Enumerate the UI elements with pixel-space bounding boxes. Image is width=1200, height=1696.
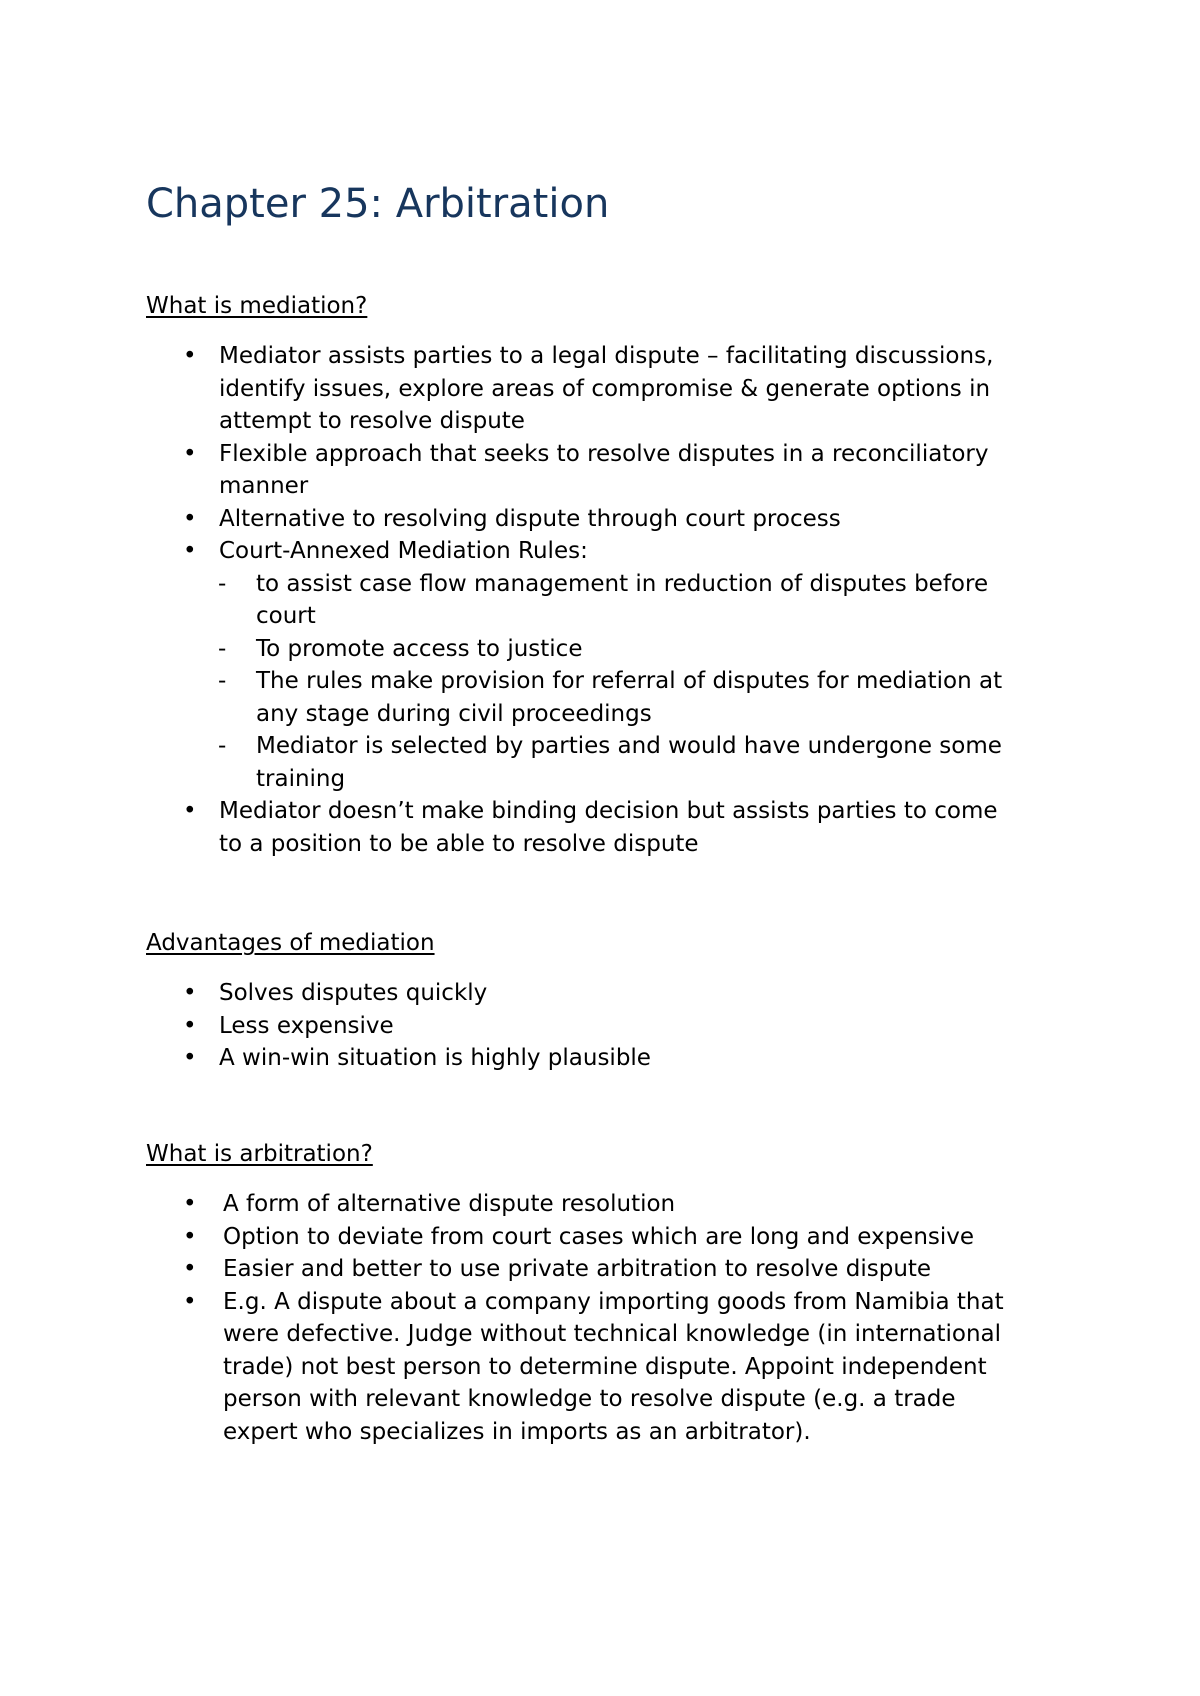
list-item [0,977,1200,1010]
sub-list-item [0,730,1200,795]
sub-list-item-text: Mediator is selected by parties and would have undergone some training [256,733,1002,792]
bullet-icon: • [183,1012,197,1039]
list-item [0,1221,1200,1254]
bullet-icon: • [183,343,197,369]
bullet-icon: • [183,1045,197,1071]
list-item [0,1010,1200,1043]
list-item [0,1188,1200,1221]
sub-list-item-text: The rules make provision for referral of disputes for mediation at any stage during civil proceedings [256,668,1003,727]
sub-list-item [0,633,1200,666]
dash-icon: - [218,668,227,694]
list-item [0,438,1200,503]
list-item [0,1042,1200,1075]
bullet-icon: • [183,980,197,1006]
sub-list-item [0,665,1200,730]
list-item-text: A win-win situation is highly plausible [219,1045,651,1071]
list-item [0,1286,1200,1449]
bullet-icon: • [183,505,197,532]
list-item-text: Court-Annexed Mediation Rules: [219,538,588,564]
list-item-text: Mediator assists parties to a legal dispute – facilitating discussions, identify issues, explore areas of compromise & generate options in attempt to resolve dispute [219,343,994,434]
bullet-icon: • [183,1191,197,1217]
list-item [0,1253,1200,1286]
bullet-icon: • [183,798,197,824]
dash-icon: - [218,635,227,662]
list-item-text: Alternative to resolving dispute through court process [219,505,841,532]
advantages-list [0,977,1200,1075]
sub-list-item [0,568,1200,633]
sub-list-item-text: to assist case flow management in reduction of disputes before court [256,570,989,629]
bullet-icon: • [183,440,197,467]
chapter-title: Chapter 25: Arbitration [146,181,610,227]
list-item-text: Option to deviate from court cases which are long and expensive [223,1223,975,1250]
bullet-icon: • [183,1256,197,1282]
list-item-text: Easier and better to use private arbitration to resolve dispute [223,1256,932,1282]
list-item-text: A form of alternative dispute resolution [223,1191,676,1217]
sub-list-item-text: To promote access to justice [256,635,583,662]
section-heading-arbitration: What is arbitration? [146,1141,373,1167]
list-item [0,795,1200,860]
list-item-text: E.g. A dispute about a company importing goods from Namibia that were defective. Judge without technical knowledge (in international trade) not best person to determine dispute. Appoint independent person with relevant knowledge to resolve dispute (e.g. a trade expert who specializes in imports as an arbitrator). [223,1288,1004,1445]
list-item-text: Flexible approach that seeks to resolve disputes in a reconciliatory manner [219,440,989,499]
list-item-text: Mediator doesn’t make binding decision but assists parties to come to a position to be able to resolve dispute [219,798,998,857]
list-item-text: Less expensive [219,1012,394,1039]
bullet-icon: • [183,1288,197,1315]
bullet-icon: • [183,1223,197,1250]
mediation-list [0,340,1200,860]
section-heading-mediation: What is mediation? [146,293,368,319]
arbitration-list [0,1188,1200,1448]
dash-icon: - [218,733,227,759]
list-item-text: Solves disputes quickly [219,980,488,1006]
dash-icon: - [218,570,227,597]
section-heading-advantages: Advantages of mediation [146,930,435,956]
bullet-icon: • [183,538,197,564]
list-item [0,340,1200,438]
list-item [0,535,1200,568]
list-item [0,503,1200,536]
